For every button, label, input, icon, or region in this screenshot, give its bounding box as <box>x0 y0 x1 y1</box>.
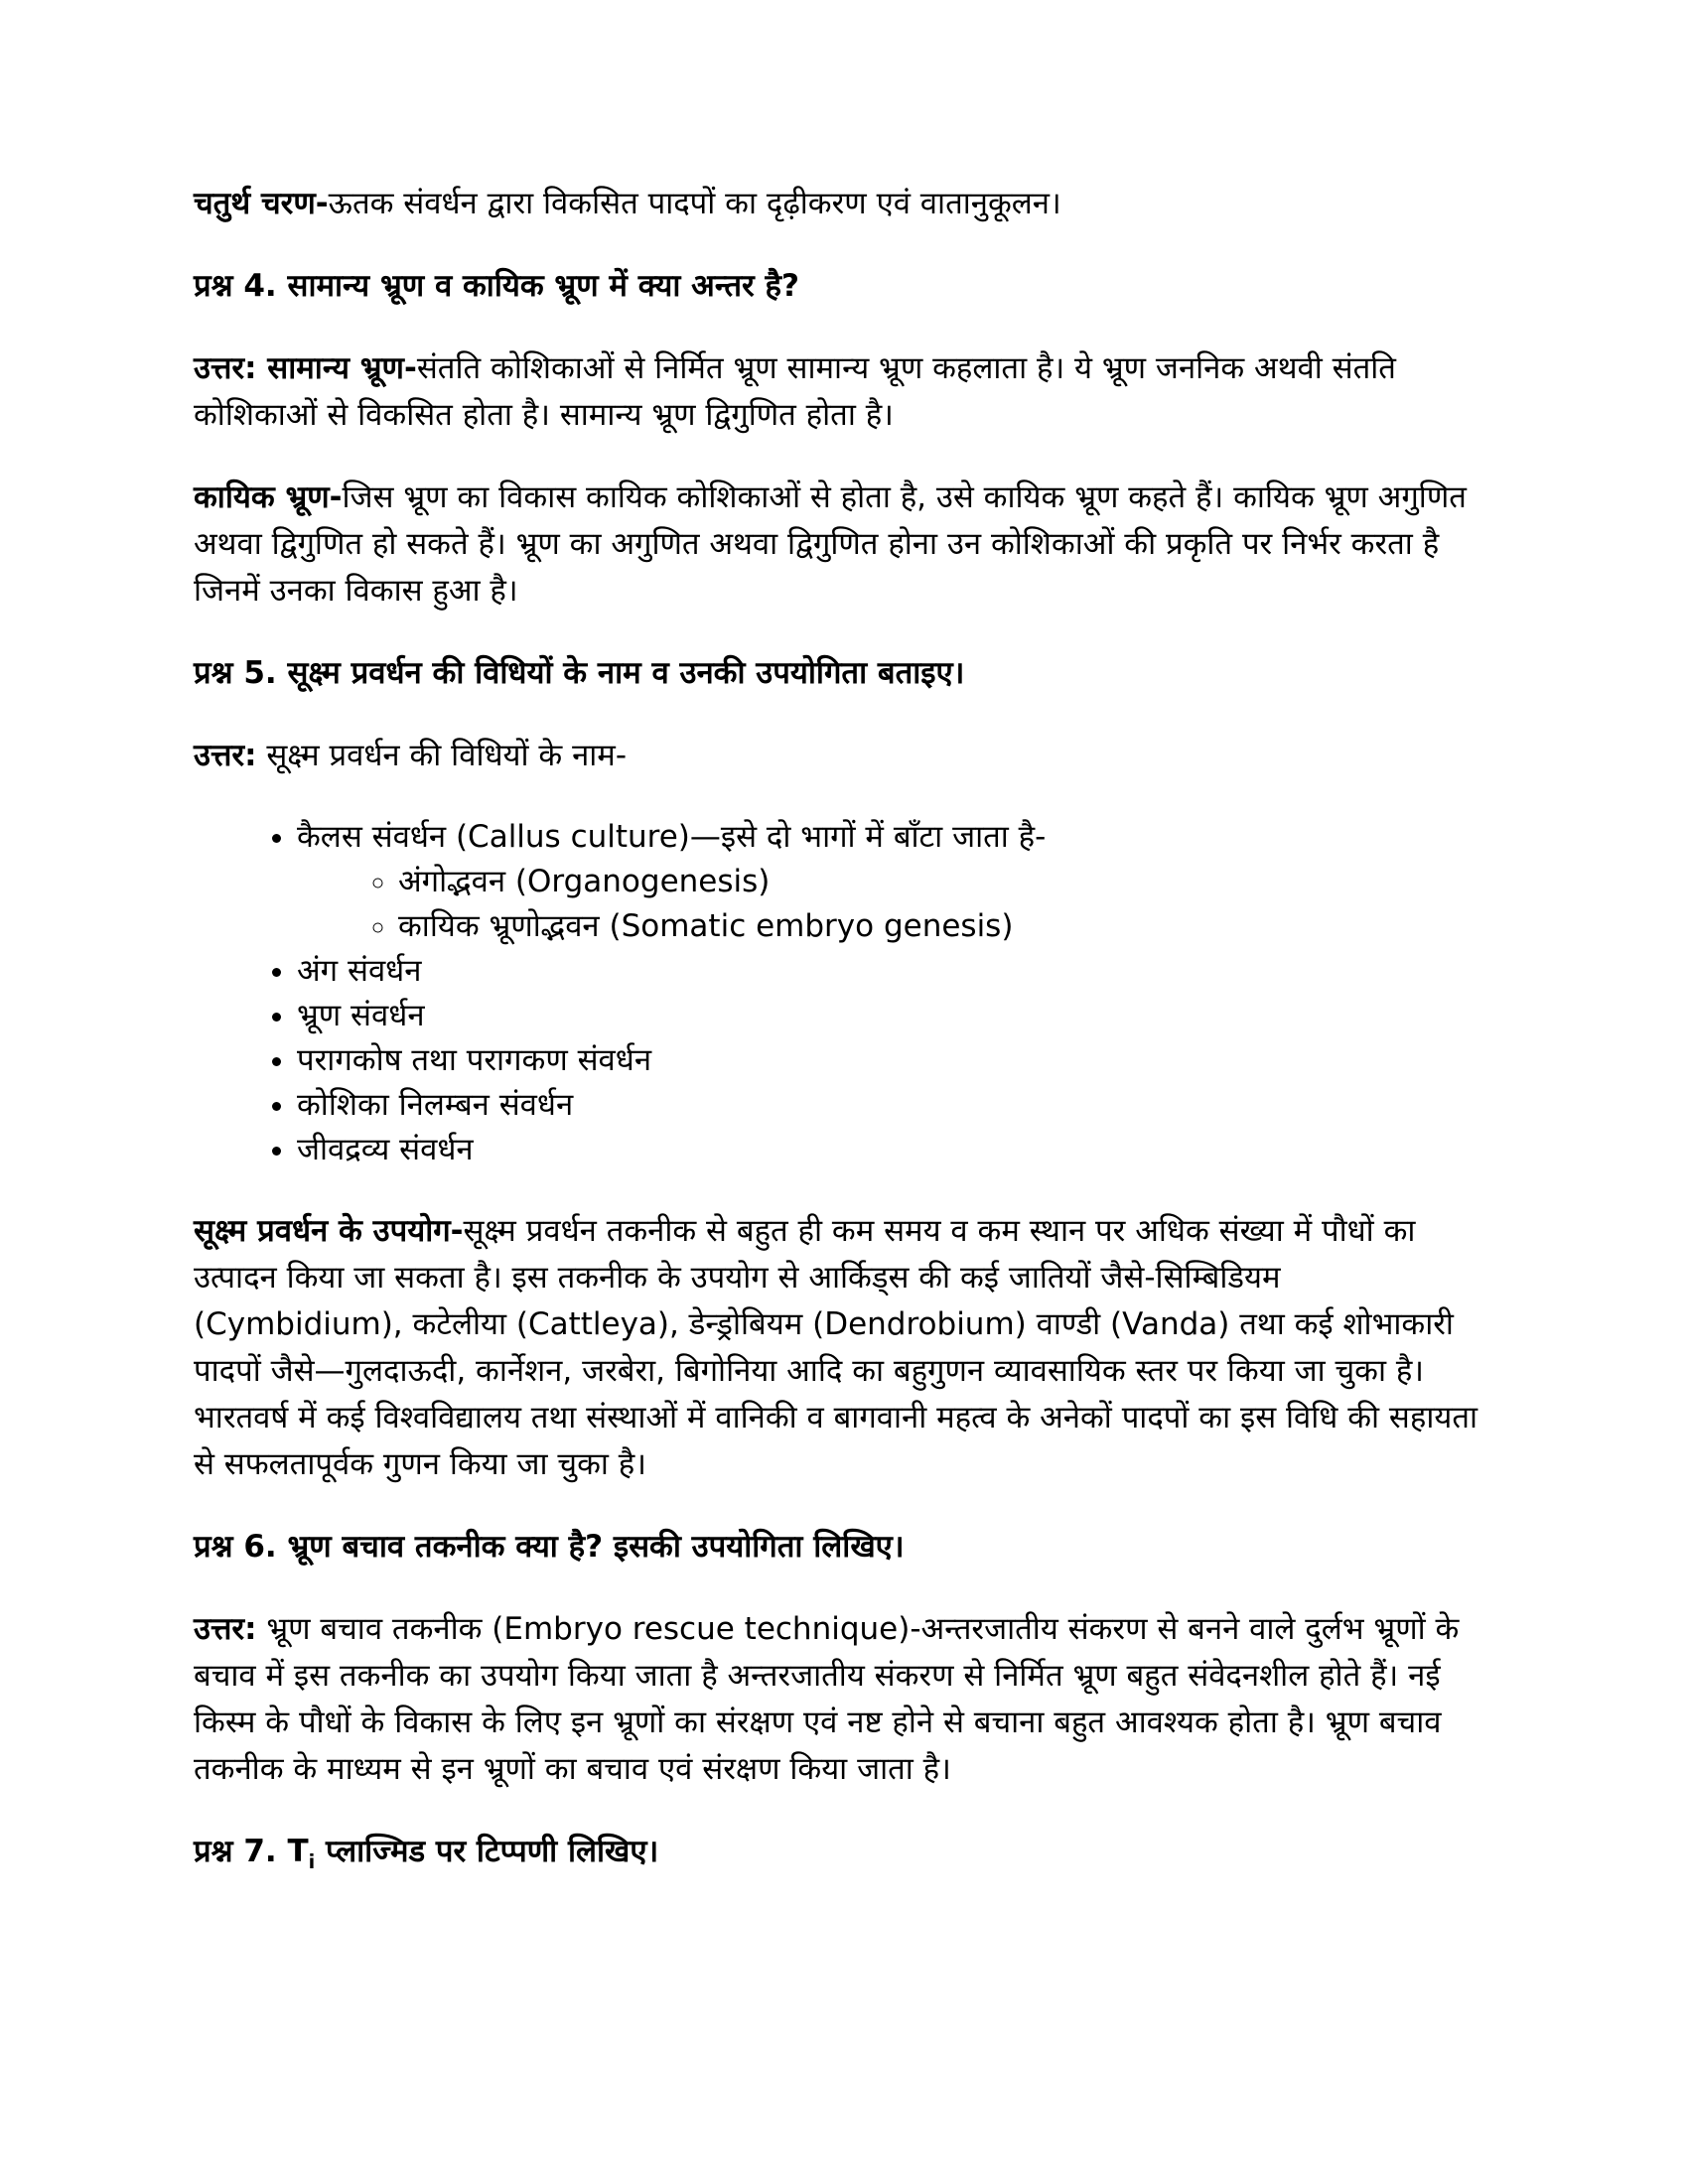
answer-5-intro-body: सूक्ष्म प्रवर्धन की विधियों के नाम- <box>256 738 628 773</box>
list-item-text: अंग संवर्धन <box>297 953 422 989</box>
answer-4-normal-body: संतति कोशिकाओं से निर्मित भ्रूण सामान्य भ्रूण कहलाता है। ये भ्रूण जननिक अथवी संतति कोशिकाओं से विकसित होता है। सामान्य भ्रूण द्विगुणित होता है। <box>194 350 1396 433</box>
question-4-heading: प्रश्न 4. सामान्य भ्रूण व कायिक भ्रूण में क्या अन्तर है? <box>194 268 799 304</box>
answer-5-uses-lead: सूक्ष्म प्रवर्धन के उपयोग- <box>194 1213 464 1249</box>
list-item-text: कैलस संवर्धन (Callus culture)—इसे दो भागों में बाँटा जाता है- <box>297 819 1047 855</box>
list-item-cell-suspension-culture <box>297 1083 1496 1128</box>
list-item-organogenesis <box>398 860 1496 904</box>
answer-5-uses <box>194 1208 1496 1488</box>
answer-4-somatic-lead: कायिक भ्रूण- <box>194 479 343 515</box>
answer-4-normal-embryo <box>194 345 1496 439</box>
answer-6-lead: उत्तर: <box>194 1611 257 1647</box>
answer-5-intro <box>194 733 1496 779</box>
document-content <box>194 181 1496 1911</box>
list-item-text: भ्रूण संवर्धन <box>297 998 425 1033</box>
list-item-text: अंगोद्भवन (Organogenesis) <box>398 864 771 899</box>
paragraph-stage4 <box>194 181 1496 227</box>
stage4-lead: चतुर्थ चरण- <box>194 186 329 221</box>
callus-culture-sublist <box>297 860 1496 949</box>
list-item-organ-culture <box>297 949 1496 994</box>
answer-4-normal-lead: उत्तर: सामान्य भ्रूण- <box>194 350 417 386</box>
question-7-suffix: प्लाज्मिड पर टिप्पणी लिखिए। <box>315 1834 659 1869</box>
question-5-heading: प्रश्न 5. सूक्ष्म प्रवर्धन की विधियों के नाम व उनकी उपयोगिता बताइए। <box>194 655 965 691</box>
list-item-text: कायिक भ्रूणोद्भवन (Somatic embryo genesis) <box>398 908 1014 944</box>
list-item-text: परागकोष तथा परागकण संवर्धन <box>297 1042 652 1078</box>
answer-5-uses-body: सूक्ष्म प्रवर्धन तकनीक से बहुत ही कम समय व कम स्थान पर अधिक संख्या में पौधों का उत्पादन किया जा सकता है। इस तकनीक के उपयोग से आर्किड्स की कई जातियों जैसे-सिम्बिडियम (Cymbidium), कटेलीया (Cattleya), डेन्ड्रोबियम (Dendrobium) वाण्डी (Vanda) तथा कई शोभाकारी पादपों जैसे—गुलदाऊदी, कार्नेशन, जरबेरा, बिगोनिया आदि का बहुगुणन व्यावसायिक स्तर पर किया जा चुका है। भारतवर्ष में कई विश्वविद्यालय तथा संस्थाओं में वानिकी व बागवानी महत्व के अनेकों पादपों का इस विधि की सहायता से सफलतापूर्वक गुणन किया जा चुका है। <box>194 1213 1478 1482</box>
answer-6-embryo-rescue <box>194 1606 1496 1793</box>
answer-5-intro-lead: उत्तर: <box>194 738 257 773</box>
list-item-anther-pollen-culture <box>297 1038 1496 1083</box>
question-6-heading: प्रश्न 6. भ्रूण बचाव तकनीक क्या है? इसकी उपयोगिता लिखिए। <box>194 1529 905 1565</box>
list-item-text: जीवद्रव्य संवर्धन <box>297 1132 474 1167</box>
list-item-somatic-embryogenesis <box>398 904 1496 949</box>
list-item-protoplasm-culture <box>297 1128 1496 1172</box>
list-item-callus-culture <box>297 815 1496 949</box>
answer-6-body: भ्रूण बचाव तकनीक (Embryo rescue technique)-अन्तरजातीय संकरण से बनने वाले दुर्लभ भ्रूणों के बचाव में इस तकनीक का उपयोग किया जाता है अन्तरजातीय संकरण से निर्मित भ्रूण बहुत संवेदनशील होते हैं। नई किस्म के पौधों के विकास के लिए इन भ्रूणों का संरक्षण एवं नष्ट होने से बचाना बहुत आवश्यक होता है। भ्रूण बचाव तकनीक के माध्यम से इन भ्रूणों का बचाव एवं संरक्षण किया जाता है। <box>194 1611 1460 1787</box>
question-7-heading <box>194 1829 1496 1875</box>
answer-4-somatic-embryo <box>194 475 1496 614</box>
answer-4-somatic-body: जिस भ्रूण का विकास कायिक कोशिकाओं से होता है, उसे कायिक भ्रूण कहते हैं। कायिक भ्रूण अगुणित अथवा द्विगुणित हो सकते हैं। भ्रूण का अगुणित अथवा द्विगुणित होना उन कोशिकाओं की प्रकृति पर निर्भर करता है जिनमें उनका विकास हुआ है। <box>194 479 1467 609</box>
micropropagation-methods-list <box>194 815 1496 1172</box>
question-7-prefix: प्रश्न 7. T <box>194 1834 309 1869</box>
list-item-text: कोशिका निलम्बन संवर्धन <box>297 1087 574 1123</box>
ti-plasmid-subscript: i <box>308 1850 316 1874</box>
list-item-embryo-culture <box>297 994 1496 1038</box>
stage4-body: ऊतक संवर्धन द्वारा विकसित पादपों का दृढ़ीकरण एवं वातानुकूलन। <box>328 186 1061 221</box>
